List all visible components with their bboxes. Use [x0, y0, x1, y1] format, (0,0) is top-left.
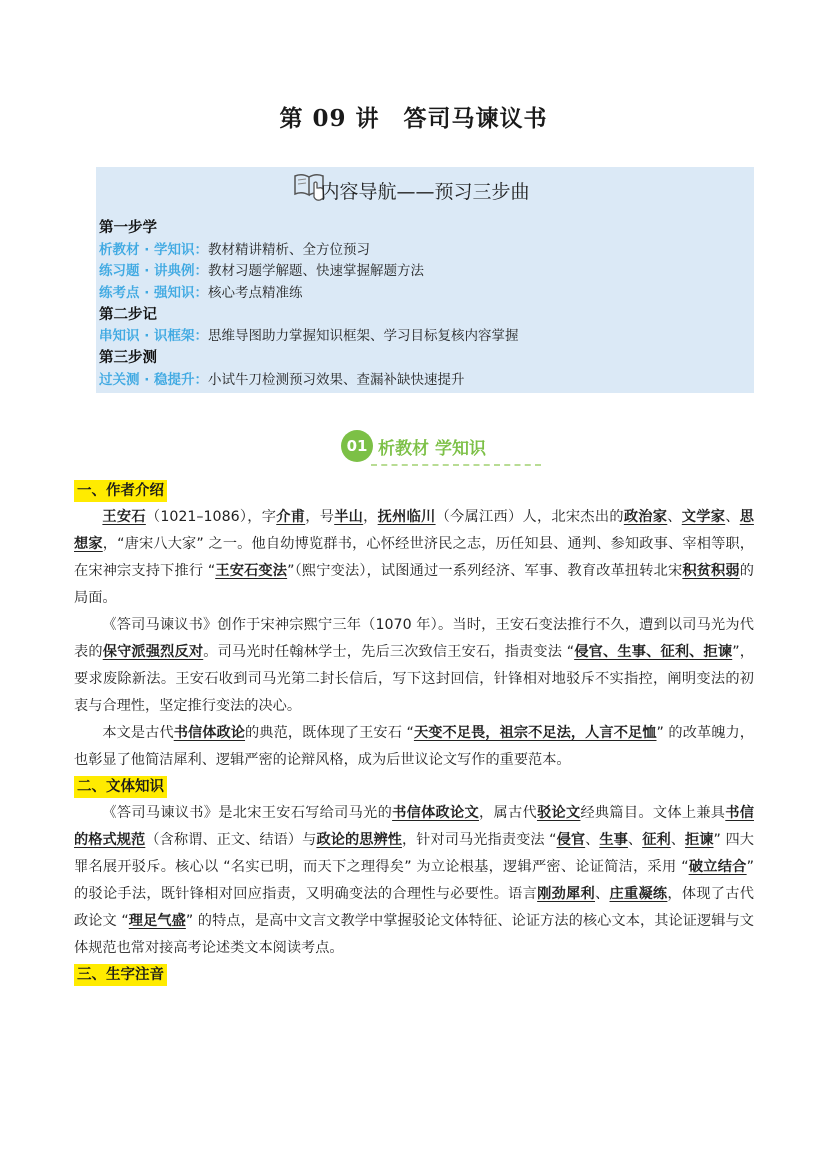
nav-header: 内容导航——预习三步曲 — [320, 181, 530, 203]
text-run: 《答司马谏议书》是北宋王安石写给司马光的 — [102, 805, 393, 821]
text-run: （含称谓、正文、结语）与 — [145, 832, 317, 848]
paragraph — [74, 720, 754, 774]
nav-item-desc: 思维导图助力掌握知识框架、学习目标复核内容掌握 — [208, 328, 519, 345]
keyword: 天变不足畏，祖宗不足法，人言不足恤 — [413, 725, 657, 741]
text-run: ， — [363, 509, 378, 525]
keyword: 破立结合 — [688, 859, 747, 875]
nav-item-desc: 教材精讲精析、全方位预习 — [208, 241, 371, 258]
text-run: 、 — [725, 509, 740, 525]
nav-item — [99, 261, 750, 283]
keyword: 驳论文 — [536, 805, 581, 821]
text-run: 本文是古代 — [102, 725, 174, 741]
keyword: 积贫积弱 — [682, 563, 740, 579]
text-run: 、 — [667, 509, 682, 525]
section-heading-genre: 二、文体知识 — [74, 776, 167, 798]
keyword: 理足气盛 — [128, 913, 186, 929]
nav-item-key: 串知识 · 识框架： — [99, 328, 209, 345]
paragraph — [74, 504, 754, 612]
step-label: 第一步学 — [99, 220, 157, 236]
text-run: ，体现了古代政论文 “ — [74, 886, 754, 929]
nav-item — [99, 240, 750, 262]
keyword: 抚州临川 — [377, 509, 436, 525]
text-run: 《答司马谏议书》创作于宋神宗熙宁三年（1070 年）。当时，王安石变法推行不久，遭到以司马光为代表的 — [74, 617, 754, 660]
nav-item-key: 练习题 · 讲典例： — [99, 263, 209, 280]
section-heading-author: 一、作者介绍 — [74, 480, 167, 502]
text-run: ”，要求废除新法。王安石收到司马光第二封长信后，写下这封回信，针锋相对地驳斥不实指控，阐明变法的初衷与合理性，坚定推行变法的决心。 — [74, 644, 754, 714]
text-run: ” 的驳论手法，既针锋相对回应指责，又明确变法的合理性与必要性。语言 — [74, 859, 754, 902]
step-label: 第三步测 — [99, 350, 157, 367]
keyword: 书信体政论 — [173, 725, 246, 741]
nav-step-3 — [99, 348, 750, 370]
nav-item-key: 析教材 · 学知识： — [99, 241, 209, 258]
keyword: 介甫 — [276, 509, 306, 525]
text-run: 、 — [670, 832, 685, 848]
keyword: 庄重凝练 — [609, 886, 668, 902]
keyword: 书信的格式规范 — [74, 805, 754, 848]
text-run: （1021–1086），字 — [145, 509, 277, 525]
keyword: 政治家 — [623, 509, 668, 525]
paragraph — [74, 612, 754, 720]
nav-step-2 — [99, 305, 750, 327]
text-run: （今属江西）人，北宋杰出的 — [435, 509, 624, 525]
nav-item-desc: 核心考点精准练 — [208, 285, 303, 302]
nav-item — [99, 326, 750, 348]
section-number-badge: 01 — [341, 430, 373, 462]
paragraph — [74, 800, 754, 962]
badge-dashed-underline — [371, 464, 541, 466]
keyword: 拒谏 — [684, 832, 714, 848]
content-navigation-box — [96, 167, 754, 393]
keyword: 书信体政论文 — [392, 805, 480, 821]
text-run: ”（熙宁变法），试图通过一系列经济、军事、教育改革扭转北宋 — [287, 563, 683, 579]
section-heading-pronunciation: 三、生字注音 — [74, 964, 167, 986]
nav-list — [99, 218, 750, 392]
section-badge-label: 析教材 学知识 — [378, 438, 486, 459]
nav-item-key: 练考点 · 强知识： — [99, 285, 209, 302]
keyword: 政论的思辨性 — [316, 832, 402, 848]
main-content — [74, 478, 754, 988]
text-run: ” 四大罪名展开驳斥。核心以 “名实已明，而天下之理得矣” 为立论根基，逻辑严密、论证简洁，采用 “ — [74, 832, 754, 875]
text-run: ，号 — [305, 509, 335, 525]
text-run: ” 的改革魄力，也彰显了他简洁犀利、逻辑严密的论辩风格，成为后世议论文写作的重要范本。 — [74, 725, 754, 768]
keyword: 思想家 — [74, 509, 754, 552]
text-run: 、 — [595, 886, 610, 902]
nav-item-key: 过关测 · 稳提升： — [99, 371, 209, 388]
text-run: 、 — [585, 832, 600, 848]
text-run: ，针对司马光指责变法 “ — [402, 832, 557, 848]
keyword: 征利 — [642, 832, 671, 848]
keyword: 刚劲犀利 — [537, 886, 596, 902]
nav-step-1 — [99, 218, 750, 240]
step-label: 第二步记 — [99, 306, 157, 323]
keyword: 半山 — [334, 509, 364, 525]
text-run: 的局面。 — [74, 563, 754, 606]
keyword: 王安石 — [102, 509, 146, 525]
text-run: 经典篇目。文体上兼具 — [580, 805, 726, 821]
nav-item-desc: 教材习题学解题、快速掌握解题方法 — [208, 263, 425, 280]
page-title: 第 09 讲 答司马谏议书 — [279, 105, 548, 132]
keyword: 保守派强烈反对 — [102, 644, 204, 660]
nav-item — [99, 283, 750, 305]
keyword: 王安石变法 — [215, 563, 288, 579]
text-run: 。司马光时任翰林学士，先后三次致信王安石，指责变法 “ — [203, 644, 575, 660]
nav-item-desc: 小试牛刀检测预习效果、查漏补缺快速提升 — [208, 371, 465, 388]
text-run: ，“唐宋八大家” 之一。他自幼博览群书，心怀经世济民之志，历任知县、通判、参知政事、宰相等职，在宋神宗支持下推行 “ — [74, 536, 754, 579]
keyword: 文学家 — [681, 509, 726, 525]
section-badge — [0, 430, 827, 462]
keyword: 生事 — [599, 832, 628, 848]
keyword: 侵官 — [556, 832, 586, 848]
text-run: 、 — [627, 832, 643, 848]
text-run: ” 的特点，是高中文言文教学中掌握驳论文体特征、论证方法的核心文本，其论证逻辑与文体规范也常对接高考论述类文本阅读考点。 — [74, 913, 754, 956]
keyword: 侵官、生事、征利、拒谏 — [574, 644, 733, 660]
nav-item — [99, 370, 750, 392]
text-run: 的典范，既体现了王安石 “ — [245, 725, 414, 741]
text-run: ，属古代 — [479, 805, 537, 821]
